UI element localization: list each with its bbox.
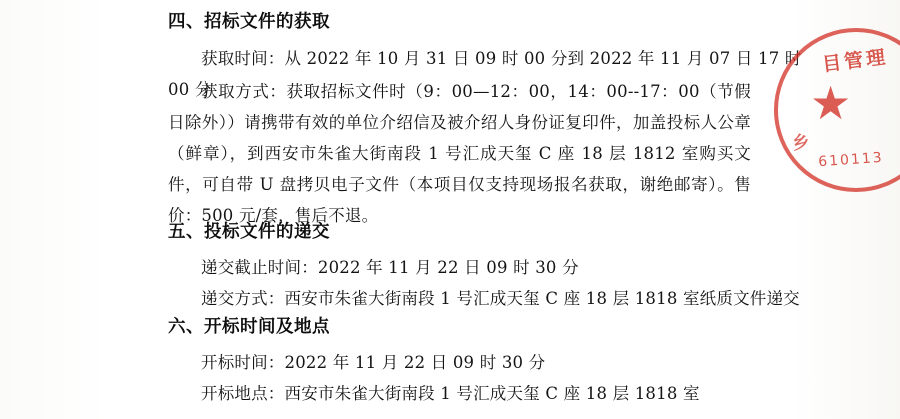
section-5-paragraph-1: 递交截止时间：2022 年 11 月 22 日 09 时 30 分 [201, 258, 579, 277]
seal-top-text: 目管理 [821, 46, 890, 76]
section-heading-6: 六、开标时间及地点 [168, 317, 330, 337]
section-6-paragraph-2: 开标地点：西安市朱雀大街南段 1 号汇成天玺 C 座 18 层 1818 室 [201, 384, 700, 403]
section-4-paragraph-2: 获取方式：获取招标文件时（9：00—12：00，14：00--17：00（节假日除外））请携带有效的单位介绍信及被介绍人身份证复印件，加盖投标人公章（鲜章），到西安市朱雀大街南段 1 号汇成天玺 C 座 18 层 1812 室购买文件，可自带 U 盘拷贝电子文件（本项目仅支持现场报名获取，谢绝邮寄）。售价：500 元/套，售后不退。 [168, 82, 751, 225]
seal-bottom-text: 610113 [817, 149, 885, 171]
section-6-paragraph-1: 开标时间：2022 年 11 月 22 日 09 时 30 分 [201, 353, 546, 372]
section-4-paragraph-1: 获取时间：从 2022 年 10 月 31 日 09 时 00 分到 2022 年 11 月 07 日 17 时 00 分 [168, 49, 802, 99]
section-heading-5: 五、投标文件的递交 [168, 222, 330, 242]
seal-star-glyph: ★ [810, 76, 852, 130]
section-5-paragraph-2: 递交方式：西安市朱雀大街南段 1 号汇成天玺 C 座 18 层 1818 室纸质文件递交 [201, 289, 800, 308]
seal-mid-text: 乡 [790, 131, 812, 155]
section-heading-4: 四、招标文件的获取 [168, 12, 330, 32]
